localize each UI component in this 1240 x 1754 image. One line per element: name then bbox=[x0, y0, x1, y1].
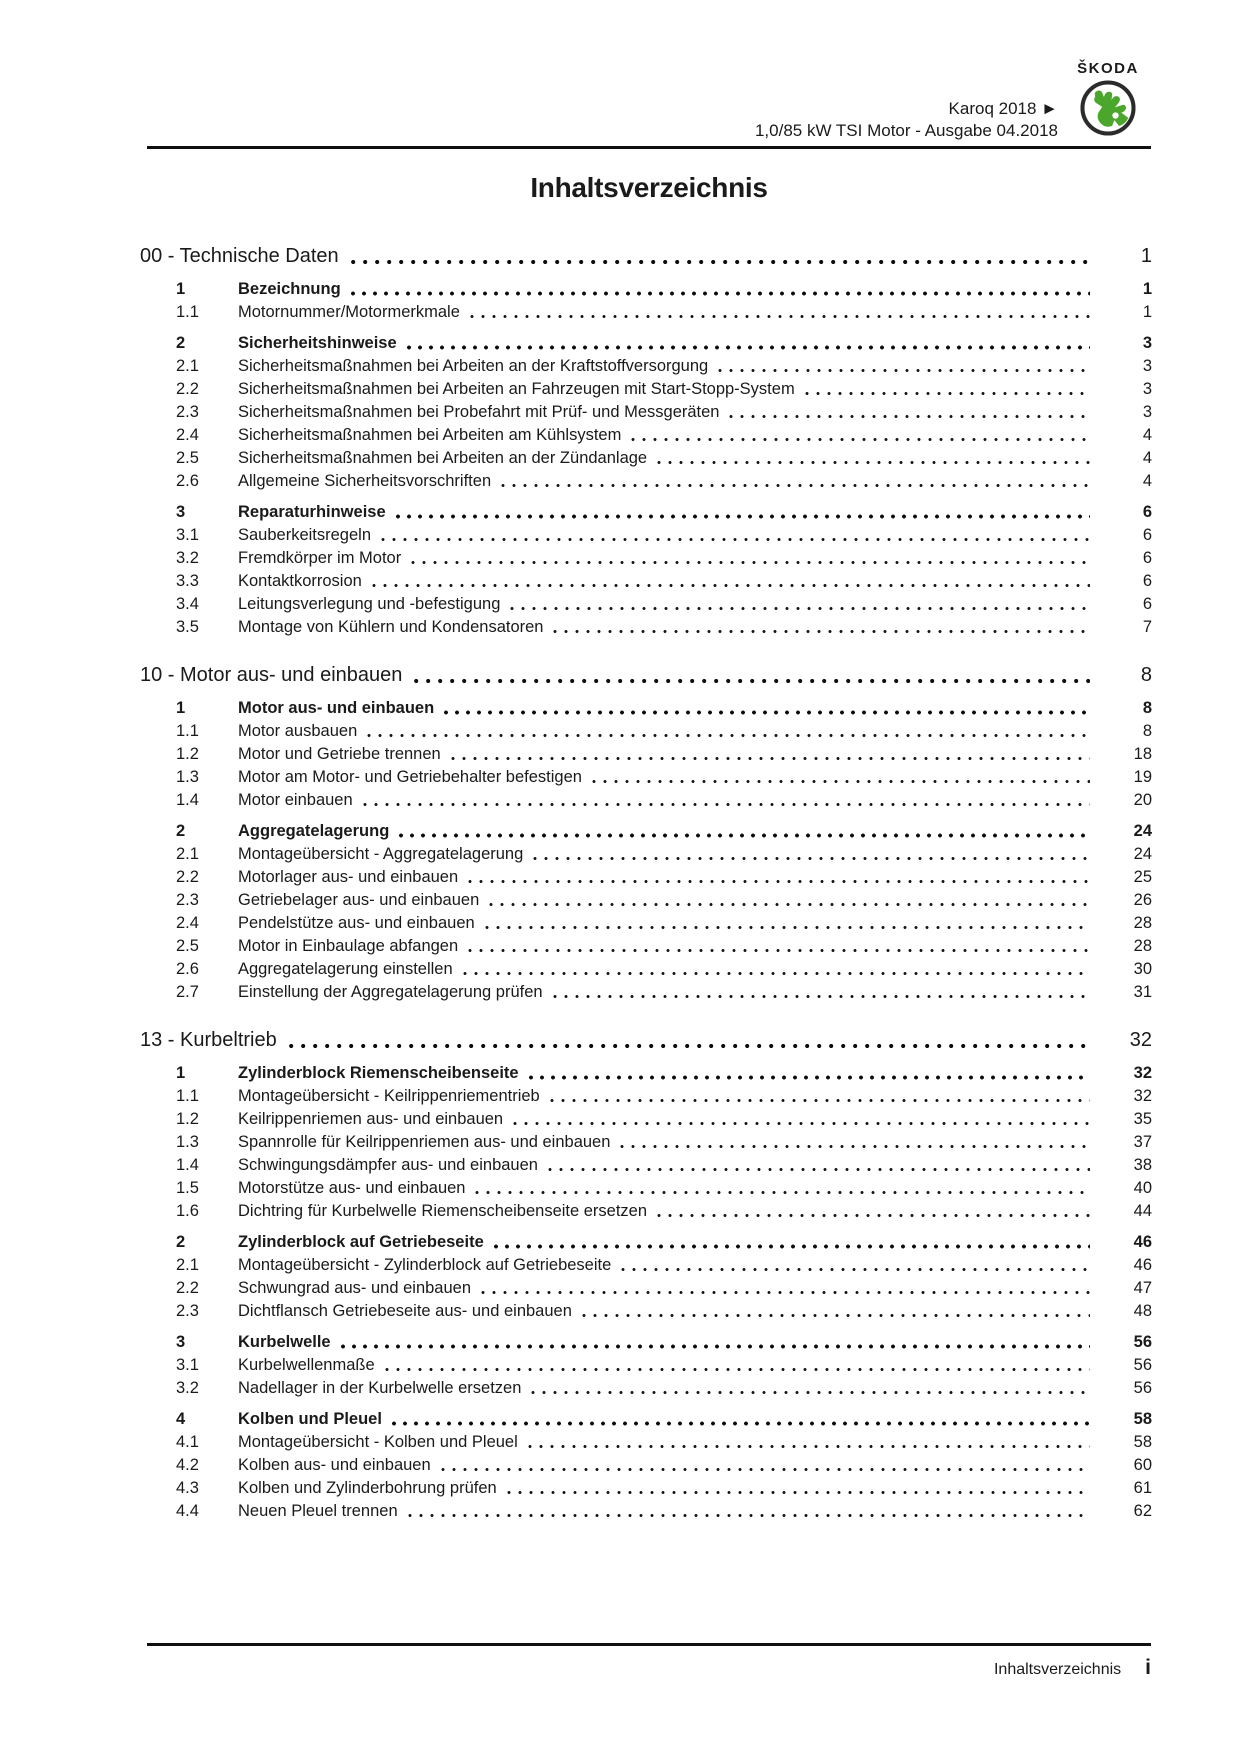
header-divider bbox=[147, 146, 1151, 149]
entry-title: Leitungsverlegung und -befestigung bbox=[238, 595, 501, 613]
entry-number: 2 bbox=[176, 1233, 186, 1251]
entry-number: 1.6 bbox=[176, 1202, 199, 1220]
toc-entry-row bbox=[140, 1110, 1152, 1129]
entry-title: Motor aus- und einbauen bbox=[238, 699, 435, 717]
entry-number: 1.1 bbox=[176, 303, 199, 321]
toc-chapter-row bbox=[140, 244, 1152, 268]
entry-title: Pendelstütze aus- und einbauen bbox=[238, 914, 475, 932]
toc-entry-row bbox=[140, 937, 1152, 956]
entry-number: 3.4 bbox=[176, 595, 199, 613]
entry-title: Montageübersicht - Aggregatelagerung bbox=[238, 845, 524, 863]
toc-entry-row bbox=[140, 618, 1152, 637]
dot-leader bbox=[489, 902, 1090, 907]
toc-entry-row bbox=[140, 503, 1152, 522]
toc-entry-row bbox=[140, 449, 1152, 468]
dot-leader bbox=[385, 1367, 1090, 1372]
dot-leader bbox=[351, 291, 1090, 296]
entry-page-number: 8 bbox=[1142, 699, 1152, 717]
entry-number: 2.4 bbox=[176, 426, 199, 444]
dot-leader bbox=[507, 1490, 1090, 1495]
entry-number: 1.1 bbox=[176, 1087, 199, 1105]
entry-title: Sauberkeitsregeln bbox=[238, 526, 371, 544]
header-edition-line: 1,0/85 kW TSI Motor - Ausgabe 04.2018 bbox=[754, 121, 1058, 140]
entry-number: 2.6 bbox=[176, 472, 199, 490]
toc-entry-row bbox=[140, 699, 1152, 718]
entry-number: 3.5 bbox=[176, 618, 199, 636]
toc-entry-row bbox=[140, 1502, 1152, 1521]
chapter-page-number: 32 bbox=[1129, 1029, 1152, 1051]
entry-number: 1.3 bbox=[176, 768, 199, 786]
entry-title: Kurbelwellenmaße bbox=[238, 1356, 375, 1374]
entry-number: 3 bbox=[176, 503, 186, 521]
dot-leader bbox=[463, 971, 1090, 976]
toc-entry-row bbox=[140, 868, 1152, 887]
entry-page-number: 28 bbox=[1133, 937, 1152, 955]
dot-leader bbox=[513, 1121, 1090, 1126]
entry-title: Keilrippenriemen aus- und einbauen bbox=[238, 1110, 504, 1128]
toc-entry-row bbox=[140, 960, 1152, 979]
entry-number: 2.2 bbox=[176, 380, 199, 398]
entry-number: 4 bbox=[176, 1410, 186, 1428]
toc-entry-row bbox=[140, 1233, 1152, 1252]
toc-entry-row bbox=[140, 1133, 1152, 1152]
entry-number: 2.1 bbox=[176, 357, 199, 375]
footer-divider bbox=[147, 1643, 1151, 1646]
toc-entry-row bbox=[140, 768, 1152, 787]
entry-title: Zylinderblock Riemenscheibenseite bbox=[238, 1064, 519, 1082]
dot-leader bbox=[396, 514, 1090, 519]
entry-page-number: 4 bbox=[1142, 426, 1152, 444]
entry-number: 3.2 bbox=[176, 549, 199, 567]
toc-chapter-row bbox=[140, 663, 1152, 687]
entry-title: Montageübersicht - Kolben und Pleuel bbox=[238, 1433, 518, 1451]
entry-title: Einstellung der Aggregatelagerung prüfen bbox=[238, 983, 543, 1001]
dot-leader bbox=[351, 259, 1090, 265]
toc-entry-row bbox=[140, 983, 1152, 1002]
entry-title: Kolben und Pleuel bbox=[238, 1410, 382, 1428]
dot-leader bbox=[657, 460, 1090, 465]
dot-leader bbox=[289, 1043, 1090, 1049]
entry-number: 2.7 bbox=[176, 983, 199, 1001]
entry-number: 3.1 bbox=[176, 1356, 199, 1374]
skoda-logo bbox=[1070, 60, 1146, 137]
entry-title: Fremdkörper im Motor bbox=[238, 549, 402, 567]
header-text bbox=[755, 98, 1058, 142]
entry-title: Montageübersicht - Zylinderblock auf Getriebeseite bbox=[238, 1256, 612, 1274]
dot-leader bbox=[367, 733, 1090, 738]
toc-entry-row bbox=[140, 914, 1152, 933]
entry-page-number: 3 bbox=[1142, 380, 1152, 398]
entry-page-number: 56 bbox=[1133, 1379, 1152, 1397]
entry-title: Motor ausbauen bbox=[238, 722, 358, 740]
entry-page-number: 47 bbox=[1133, 1279, 1152, 1297]
entry-page-number: 6 bbox=[1142, 549, 1152, 567]
entry-number: 1.5 bbox=[176, 1179, 199, 1197]
dot-leader bbox=[582, 1313, 1090, 1318]
entry-number: 2.1 bbox=[176, 845, 199, 863]
entry-title: Motorlager aus- und einbauen bbox=[238, 868, 459, 886]
entry-number: 2.3 bbox=[176, 403, 199, 421]
entry-title: Motor am Motor- und Getriebehalter befestigen bbox=[238, 768, 582, 786]
entry-number: 3 bbox=[176, 1333, 186, 1351]
entry-page-number: 60 bbox=[1133, 1456, 1152, 1474]
toc-chapter-row bbox=[140, 1028, 1152, 1052]
dot-leader bbox=[392, 1421, 1090, 1426]
entry-title: Reparaturhinweise bbox=[238, 503, 386, 521]
toc bbox=[140, 244, 1152, 1521]
entry-number: 2 bbox=[176, 822, 186, 840]
entry-title: Dichtflansch Getriebeseite aus- und einbauen bbox=[238, 1302, 572, 1320]
entry-page-number: 38 bbox=[1133, 1156, 1152, 1174]
dot-leader bbox=[528, 1444, 1090, 1449]
chapter-label: 13 - Kurbeltrieb bbox=[140, 1029, 277, 1051]
dot-leader bbox=[501, 483, 1090, 488]
toc-entry-row bbox=[140, 891, 1152, 910]
toc-entry-row bbox=[140, 357, 1152, 376]
toc-entry-row bbox=[140, 1087, 1152, 1106]
toc-entry-row bbox=[140, 1410, 1152, 1429]
entry-number: 3.1 bbox=[176, 526, 199, 544]
entry-page-number: 58 bbox=[1133, 1410, 1152, 1428]
toc-entry-row bbox=[140, 303, 1152, 322]
dot-leader bbox=[407, 345, 1090, 350]
toc-entry-row bbox=[140, 472, 1152, 491]
chapter-page-number: 1 bbox=[1140, 245, 1152, 267]
entry-number: 4.2 bbox=[176, 1456, 199, 1474]
entry-number: 1.1 bbox=[176, 722, 199, 740]
entry-page-number: 28 bbox=[1133, 914, 1152, 932]
entry-page-number: 6 bbox=[1142, 572, 1152, 590]
toc-entry-row bbox=[140, 1456, 1152, 1475]
toc-entry-row bbox=[140, 1356, 1152, 1375]
toc-entry-row bbox=[140, 380, 1152, 399]
entry-number: 1.4 bbox=[176, 1156, 199, 1174]
toc-entry-row bbox=[140, 791, 1152, 810]
skoda-wordmark: ŠKODA bbox=[1077, 60, 1139, 77]
dot-leader bbox=[372, 583, 1090, 588]
entry-page-number: 8 bbox=[1142, 722, 1152, 740]
dot-leader bbox=[468, 948, 1090, 953]
dot-leader bbox=[529, 1075, 1090, 1080]
entry-title: Neuen Pleuel trennen bbox=[238, 1502, 398, 1520]
footer-label: Inhaltsverzeichnis bbox=[993, 1661, 1122, 1678]
entry-number: 1.3 bbox=[176, 1133, 199, 1151]
entry-number: 4.4 bbox=[176, 1502, 199, 1520]
entry-page-number: 1 bbox=[1142, 280, 1152, 298]
footer bbox=[147, 1656, 1151, 1680]
entry-page-number: 7 bbox=[1142, 618, 1152, 636]
entry-number: 2.6 bbox=[176, 960, 199, 978]
skoda-winged-arrow-icon bbox=[1079, 79, 1137, 137]
dot-leader bbox=[657, 1213, 1090, 1218]
dot-leader bbox=[475, 1190, 1090, 1195]
footer-page-number: i bbox=[1145, 1656, 1151, 1679]
entry-page-number: 6 bbox=[1142, 526, 1152, 544]
toc-entry-row bbox=[140, 1064, 1152, 1083]
entry-title: Motor und Getriebe trennen bbox=[238, 745, 441, 763]
dot-leader bbox=[411, 560, 1090, 565]
entry-number: 1 bbox=[176, 699, 186, 717]
entry-page-number: 24 bbox=[1133, 845, 1152, 863]
entry-page-number: 30 bbox=[1133, 960, 1152, 978]
dot-leader bbox=[553, 629, 1090, 634]
entry-number: 2.1 bbox=[176, 1256, 199, 1274]
dot-leader bbox=[553, 994, 1090, 999]
entry-number: 1.2 bbox=[176, 745, 199, 763]
entry-number: 1.4 bbox=[176, 791, 199, 809]
entry-page-number: 31 bbox=[1133, 983, 1152, 1001]
entry-page-number: 56 bbox=[1133, 1356, 1152, 1374]
entry-title: Zylinderblock auf Getriebeseite bbox=[238, 1233, 484, 1251]
dot-leader bbox=[451, 756, 1090, 761]
dot-leader bbox=[729, 414, 1090, 419]
entry-page-number: 24 bbox=[1133, 822, 1152, 840]
entry-page-number: 35 bbox=[1133, 1110, 1152, 1128]
entry-number: 4.1 bbox=[176, 1433, 199, 1451]
entry-title: Montage von Kühlern und Kondensatoren bbox=[238, 618, 544, 636]
toc-entry-row bbox=[140, 845, 1152, 864]
entry-title: Schwungrad aus- und einbauen bbox=[238, 1279, 472, 1297]
toc-entry-row bbox=[140, 572, 1152, 591]
toc-entry-row bbox=[140, 1302, 1152, 1321]
entry-number: 2.5 bbox=[176, 449, 199, 467]
entry-page-number: 18 bbox=[1133, 745, 1152, 763]
toc-entry-row bbox=[140, 1433, 1152, 1452]
chapter-label: 00 - Technische Daten bbox=[140, 245, 339, 267]
dot-leader bbox=[341, 1344, 1090, 1349]
entry-page-number: 26 bbox=[1133, 891, 1152, 909]
toc-entry-row bbox=[140, 1333, 1152, 1352]
entry-page-number: 32 bbox=[1133, 1087, 1152, 1105]
toc-entry-row bbox=[140, 526, 1152, 545]
dot-leader bbox=[718, 368, 1090, 373]
dot-leader bbox=[494, 1244, 1090, 1249]
entry-number: 2.4 bbox=[176, 914, 199, 932]
entry-page-number: 46 bbox=[1133, 1233, 1152, 1251]
entry-page-number: 46 bbox=[1133, 1256, 1152, 1274]
page-title: Inhaltsverzeichnis bbox=[530, 172, 768, 203]
dot-leader bbox=[531, 1390, 1090, 1395]
entry-page-number: 6 bbox=[1142, 595, 1152, 613]
dot-leader bbox=[592, 779, 1090, 784]
entry-title: Schwingungsdämpfer aus- und einbauen bbox=[238, 1156, 538, 1174]
entry-title: Sicherheitsmaßnahmen bei Probefahrt mit Prüf- und Messgeräten bbox=[238, 403, 720, 421]
entry-title: Kolben aus- und einbauen bbox=[238, 1456, 431, 1474]
entry-title: Motorstütze aus- und einbauen bbox=[238, 1179, 466, 1197]
entry-title: Aggregatelagerung einstellen bbox=[238, 960, 453, 978]
entry-page-number: 25 bbox=[1133, 868, 1152, 886]
toc-entry-row bbox=[140, 1156, 1152, 1175]
dot-leader bbox=[381, 537, 1090, 542]
toc-entry-row bbox=[140, 722, 1152, 741]
toc-entry-row bbox=[140, 549, 1152, 568]
entry-title: Aggregatelagerung bbox=[238, 822, 390, 840]
toc-entry-row bbox=[140, 403, 1152, 422]
entry-title: Sicherheitsmaßnahmen bei Arbeiten an der Kraftstoffversorgung bbox=[238, 357, 709, 375]
entry-number: 1 bbox=[176, 1064, 186, 1082]
toc-entry-row bbox=[140, 1256, 1152, 1275]
toc-entry-row bbox=[140, 1379, 1152, 1398]
dot-leader bbox=[510, 606, 1090, 611]
entry-title: Dichtring für Kurbelwelle Riemenscheibenseite ersetzen bbox=[238, 1202, 648, 1220]
entry-page-number: 19 bbox=[1133, 768, 1152, 786]
toc-entry-row bbox=[140, 426, 1152, 445]
toc-entry-row bbox=[140, 1179, 1152, 1198]
entry-page-number: 3 bbox=[1142, 357, 1152, 375]
entry-page-number: 40 bbox=[1133, 1179, 1152, 1197]
chapter-label: 10 - Motor aus- und einbauen bbox=[140, 664, 403, 686]
dot-leader bbox=[441, 1467, 1090, 1472]
entry-number: 2.2 bbox=[176, 1279, 199, 1297]
toc-entry-row bbox=[140, 334, 1152, 353]
dot-leader bbox=[414, 678, 1090, 684]
entry-number: 4.3 bbox=[176, 1479, 199, 1497]
entry-number: 2.5 bbox=[176, 937, 199, 955]
entry-page-number: 37 bbox=[1133, 1133, 1152, 1151]
dot-leader bbox=[631, 437, 1090, 442]
entry-title: Montageübersicht - Keilrippenriementrieb bbox=[238, 1087, 540, 1105]
dot-leader bbox=[620, 1144, 1090, 1149]
dot-leader bbox=[621, 1267, 1090, 1272]
dot-leader bbox=[444, 710, 1090, 715]
dot-leader bbox=[468, 879, 1090, 884]
entry-page-number: 3 bbox=[1142, 334, 1152, 352]
dot-leader bbox=[363, 802, 1090, 807]
dot-leader bbox=[805, 391, 1090, 396]
toc-entry-row bbox=[140, 745, 1152, 764]
entry-number: 3.3 bbox=[176, 572, 199, 590]
toc-entry-row bbox=[140, 595, 1152, 614]
dot-leader bbox=[548, 1167, 1090, 1172]
entry-page-number: 56 bbox=[1133, 1333, 1152, 1351]
entry-title: Kolben und Zylinderbohrung prüfen bbox=[238, 1479, 497, 1497]
entry-number: 1.2 bbox=[176, 1110, 199, 1128]
header-model-line: Karoq 2018 ► bbox=[948, 99, 1058, 118]
entry-number: 2 bbox=[176, 334, 186, 352]
toc-entry-row bbox=[140, 822, 1152, 841]
entry-title: Allgemeine Sicherheitsvorschriften bbox=[238, 472, 492, 490]
entry-number: 2.3 bbox=[176, 1302, 199, 1320]
dot-leader bbox=[485, 925, 1090, 930]
entry-page-number: 32 bbox=[1133, 1064, 1152, 1082]
dot-leader bbox=[470, 314, 1090, 319]
dot-leader bbox=[533, 856, 1090, 861]
dot-leader bbox=[408, 1513, 1090, 1518]
toc-entry-row bbox=[140, 1479, 1152, 1498]
entry-title: Sicherheitsmaßnahmen bei Arbeiten an Fahrzeugen mit Start-Stopp-System bbox=[238, 380, 795, 398]
entry-page-number: 3 bbox=[1142, 403, 1152, 421]
chapter-page-number: 8 bbox=[1140, 664, 1152, 686]
toc-entry-row bbox=[140, 280, 1152, 299]
entry-number: 1 bbox=[176, 280, 186, 298]
entry-title: Sicherheitsmaßnahmen bei Arbeiten an der Zündanlage bbox=[238, 449, 648, 467]
entry-title: Kurbelwelle bbox=[238, 1333, 331, 1351]
entry-title: Sicherheitsmaßnahmen bei Arbeiten am Kühlsystem bbox=[238, 426, 622, 444]
entry-title: Motor einbauen bbox=[238, 791, 353, 809]
dot-leader bbox=[481, 1290, 1090, 1295]
entry-title: Nadellager in der Kurbelwelle ersetzen bbox=[238, 1379, 522, 1397]
entry-page-number: 58 bbox=[1133, 1433, 1152, 1451]
toc-entry-row bbox=[140, 1202, 1152, 1221]
entry-page-number: 62 bbox=[1133, 1502, 1152, 1520]
entry-page-number: 4 bbox=[1142, 472, 1152, 490]
entry-page-number: 48 bbox=[1133, 1302, 1152, 1320]
entry-page-number: 4 bbox=[1142, 449, 1152, 467]
entry-number: 3.2 bbox=[176, 1379, 199, 1397]
entry-title: Motornummer/Motormerkmale bbox=[238, 303, 460, 321]
entry-number: 2.3 bbox=[176, 891, 199, 909]
entry-page-number: 6 bbox=[1142, 503, 1152, 521]
entry-title: Spannrolle für Keilrippenriemen aus- und einbauen bbox=[238, 1133, 611, 1151]
entry-page-number: 44 bbox=[1133, 1202, 1152, 1220]
entry-title: Bezeichnung bbox=[238, 280, 341, 298]
entry-title: Getriebelager aus- und einbauen bbox=[238, 891, 480, 909]
entry-title: Kontaktkorrosion bbox=[238, 572, 362, 590]
entry-number: 2.2 bbox=[176, 868, 199, 886]
entry-title: Sicherheitshinweise bbox=[238, 334, 397, 352]
entry-page-number: 61 bbox=[1133, 1479, 1152, 1497]
dot-leader bbox=[550, 1098, 1090, 1103]
entry-page-number: 1 bbox=[1142, 303, 1152, 321]
toc-entry-row bbox=[140, 1279, 1152, 1298]
entry-page-number: 20 bbox=[1133, 791, 1152, 809]
entry-title: Motor in Einbaulage abfangen bbox=[238, 937, 459, 955]
dot-leader bbox=[399, 833, 1090, 838]
